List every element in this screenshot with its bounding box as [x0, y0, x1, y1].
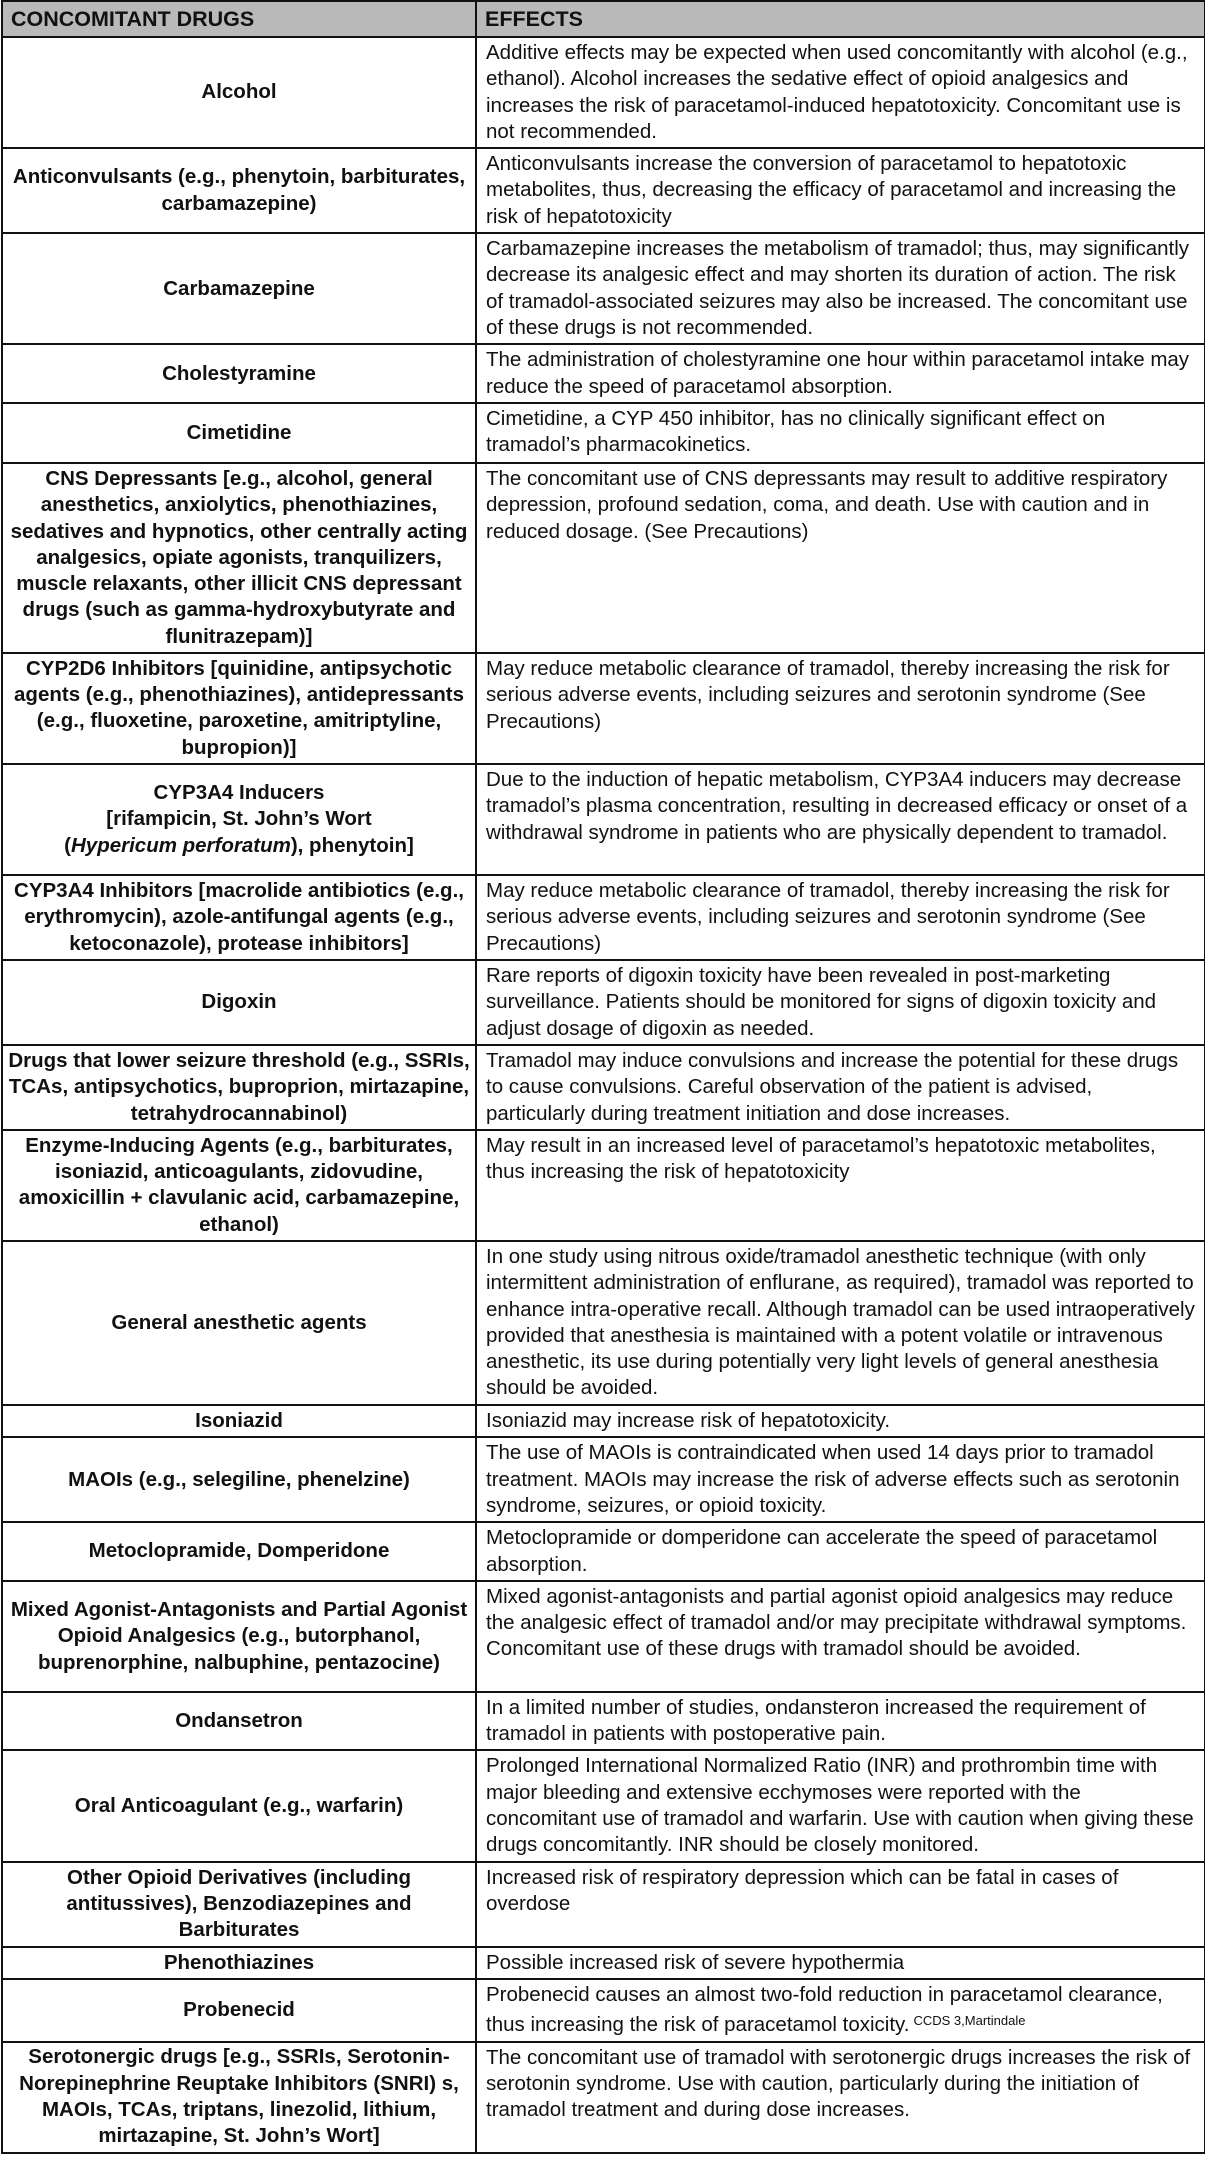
table-row: [2, 1581, 1205, 1692]
table-row: [2, 1241, 1205, 1405]
drug-cell: Metoclopramide, Domperidone: [2, 1522, 476, 1581]
effect-cell: Rare reports of digoxin toxicity have been revealed in post-marketing surveillance. Patients should be monitored for signs of digoxin toxicity and adjust dosage of digoxin as needed.: [476, 960, 1205, 1045]
table-row: [2, 1979, 1205, 2042]
effect-cell: Additive effects may be expected when used concomitantly with alcohol (e.g., ethanol). Alcohol increases the sedative effect of opioid analgesics and increases the risk of paracetamol-induced hepatotoxicity. Concomitant use is not recommended.: [476, 37, 1205, 148]
drug-cell-italic-name: Hypericum perforatum: [70, 833, 291, 857]
drug-cell: Cholestyramine: [2, 344, 476, 403]
table-row: [2, 960, 1205, 1045]
reference-superscript: CCDS 3,Martindale: [913, 2013, 1026, 2029]
table-row: [2, 653, 1205, 764]
effect-cell: Tramadol may induce convulsions and increase the potential for these drugs to cause convulsions. Careful observation of the patient is advised, particularly during treatment initiation and dose increases.: [476, 1045, 1205, 1130]
drug-cell: MAOIs (e.g., selegiline, phenelzine): [2, 1437, 476, 1522]
header-concomitant-drugs: CONCOMITANT DRUGS: [2, 1, 476, 37]
effect-cell: Possible increased risk of severe hypothermia: [476, 1947, 1205, 1979]
drug-cell: Carbamazepine: [2, 233, 476, 344]
drug-cell: Other Opioid Derivatives (including antitussives), Benzodiazepines and Barbiturates: [2, 1862, 476, 1947]
drug-cell: Serotonergic drugs [e.g., SSRIs, Serotonin-Norepinephrine Reuptake Inhibitors (SNRI) s, MAOIs, TCAs, triptans, linezolid, lithium, mirtazapine, St. John’s Wort]: [2, 2042, 476, 2153]
table-row: [2, 403, 1205, 463]
drug-cell: Oral Anticoagulant (e.g., warfarin): [2, 1750, 476, 1861]
drug-cell-text: (: [64, 833, 71, 857]
drug-cell: Anticonvulsants (e.g., phenytoin, barbiturates, carbamazepine): [2, 148, 476, 233]
drug-cell: Cimetidine: [2, 403, 476, 463]
effect-cell: Due to the induction of hepatic metabolism, CYP3A4 inducers may decrease tramadol’s plasma concentration, resulting in decreased efficacy or onset of a withdrawal syndrome in patients who are physically dependent to tramadol.: [476, 764, 1205, 875]
drug-cell: Isoniazid: [2, 1405, 476, 1437]
drug-cell: Probenecid: [2, 1979, 476, 2042]
table-row: [2, 1130, 1205, 1241]
header-effects: EFFECTS: [476, 1, 1205, 37]
table-row: [2, 1692, 1205, 1751]
table-row: [2, 344, 1205, 403]
drug-cell: Alcohol: [2, 37, 476, 148]
effect-cell: Prolonged International Normalized Ratio (INR) and prothrombin time with major bleeding and extensive ecchymoses were reported with the concomitant use of tramadol and warfarin. Use with caution when giving these drugs concomitantly. INR should be closely monitored.: [476, 1750, 1205, 1861]
drug-cell: CYP3A4 Inhibitors [macrolide antibiotics (e.g., erythromycin), azole-antifungal agents (e.g., ketoconazole), protease inhibitors]: [2, 875, 476, 960]
table-row: [2, 1405, 1205, 1437]
effect-cell: [476, 1979, 1205, 2042]
effect-cell: May reduce metabolic clearance of tramadol, thereby increasing the risk for serious adverse events, including seizures and serotonin syndrome (See Precautions): [476, 653, 1205, 764]
drug-cell: Digoxin: [2, 960, 476, 1045]
table-row: [2, 37, 1205, 148]
table-row: [2, 1750, 1205, 1861]
effect-cell: In a limited number of studies, ondansteron increased the requirement of tramadol in patients with postoperative pain.: [476, 1692, 1205, 1751]
table-row: [2, 764, 1205, 875]
effect-cell: Carbamazepine increases the metabolism of tramadol; thus, may significantly decrease its analgesic effect and may shorten its duration of action. The risk of tramadol-associated seizures may also be increased. The concomitant use of these drugs is not recommended.: [476, 233, 1205, 344]
drug-cell-line: [rifampicin, St. John’s Wort: [106, 807, 372, 831]
drug-cell-line: CYP3A4 Inducers: [153, 781, 325, 805]
effect-cell: Anticonvulsants increase the conversion of paracetamol to hepatotoxic metabolites, thus, decreasing the efficacy of paracetamol and increasing the risk of hepatotoxicity: [476, 148, 1205, 233]
effect-cell: Increased risk of respiratory depression which can be fatal in cases of overdose: [476, 1862, 1205, 1947]
effect-cell: Mixed agonist-antagonists and partial agonist opioid analgesics may reduce the analgesic effect of tramadol and/or may precipitate withdrawal symptoms. Concomitant use of these drugs with tramadol should be avoided.: [476, 1581, 1205, 1692]
effect-cell: The concomitant use of tramadol with serotonergic drugs increases the risk of serotonin syndrome. Use with caution, particularly during the initiation of tramadol treatment and during dose increases.: [476, 2042, 1205, 2153]
effect-cell: May reduce metabolic clearance of tramadol, thereby increasing the risk for serious adverse events, including seizures and serotonin syndrome (See Precautions): [476, 875, 1205, 960]
effect-cell: Metoclopramide or domperidone can accelerate the speed of paracetamol absorption.: [476, 1522, 1205, 1581]
table-row: [2, 1522, 1205, 1581]
table-row: [2, 463, 1205, 653]
effect-cell: The administration of cholestyramine one hour within paracetamol intake may reduce the speed of paracetamol absorption.: [476, 344, 1205, 403]
effect-cell: The concomitant use of CNS depressants may result to additive respiratory depression, profound sedation, coma, and death. Use with caution and in reduced dosage. (See Precautions): [476, 463, 1205, 653]
table-row: [2, 2042, 1205, 2153]
effect-text: Probenecid causes an almost two-fold reduction in paracetamol clearance, thus increasing the risk of paracetamol toxicity.: [486, 1982, 1163, 2037]
effect-cell: In one study using nitrous oxide/tramadol anesthetic technique (with only intermittent administration of enflurane, as required), tramadol was reported to enhance intra-operative recall. Although tramadol can be used intraoperatively provided that anesthesia is maintained with a potent volatile or intravenous anesthetic, its use during potentially very light levels of general anesthesia should be avoided.: [476, 1241, 1205, 1405]
effect-cell: Cimetidine, a CYP 450 inhibitor, has no clinically significant effect on tramadol’s pharmacokinetics.: [476, 403, 1205, 463]
drug-cell: Ondansetron: [2, 1692, 476, 1751]
table-row: [2, 1862, 1205, 1947]
drug-cell: CNS Depressants [e.g., alcohol, general anesthetics, anxiolytics, phenothiazines, sedatives and hypnotics, other centrally acting analgesics, opiate agonists, tranquilizers, muscle relaxants, other illicit CNS depressant drugs (such as gamma-hydroxybutyrate and flunitrazepam)]: [2, 463, 476, 653]
drug-cell: CYP2D6 Inhibitors [quinidine, antipsychotic agents (e.g., phenothiazines), antidepressants (e.g., fluoxetine, paroxetine, amitriptyline, bupropion)]: [2, 653, 476, 764]
drug-cell: Phenothiazines: [2, 1947, 476, 1979]
effect-cell: Isoniazid may increase risk of hepatotoxicity.: [476, 1405, 1205, 1437]
drug-cell: [2, 764, 476, 875]
drug-cell-text: ), phenytoin]: [290, 833, 414, 857]
table-row: [2, 1947, 1205, 1979]
table-row: [2, 875, 1205, 960]
drug-cell: General anesthetic agents: [2, 1241, 476, 1405]
drug-interactions-table: [1, 0, 1205, 2154]
table-row: [2, 1437, 1205, 1522]
table-row: [2, 1045, 1205, 1130]
effect-cell: May result in an increased level of paracetamol’s hepatotoxic metabolites, thus increasing the risk of hepatotoxicity: [476, 1130, 1205, 1241]
drug-cell: Drugs that lower seizure threshold (e.g., SSRIs, TCAs, antipsychotics, buproprion, mirtazapine, tetrahydrocannabinol): [2, 1045, 476, 1130]
table-row: [2, 148, 1205, 233]
effect-cell: The use of MAOIs is contraindicated when used 14 days prior to tramadol treatment. MAOIs may increase the risk of adverse effects such as serotonin syndrome, seizures, or opioid toxicity.: [476, 1437, 1205, 1522]
header-row: [2, 1, 1205, 37]
drug-cell: Mixed Agonist-Antagonists and Partial Agonist Opioid Analgesics (e.g., butorphanol, buprenorphine, nalbuphine, pentazocine): [2, 1581, 476, 1692]
table-row: [2, 233, 1205, 344]
drug-cell: Enzyme-Inducing Agents (e.g., barbiturates, isoniazid, anticoagulants, zidovudine, amoxicillin + clavulanic acid, carbamazepine, ethanol): [2, 1130, 476, 1241]
